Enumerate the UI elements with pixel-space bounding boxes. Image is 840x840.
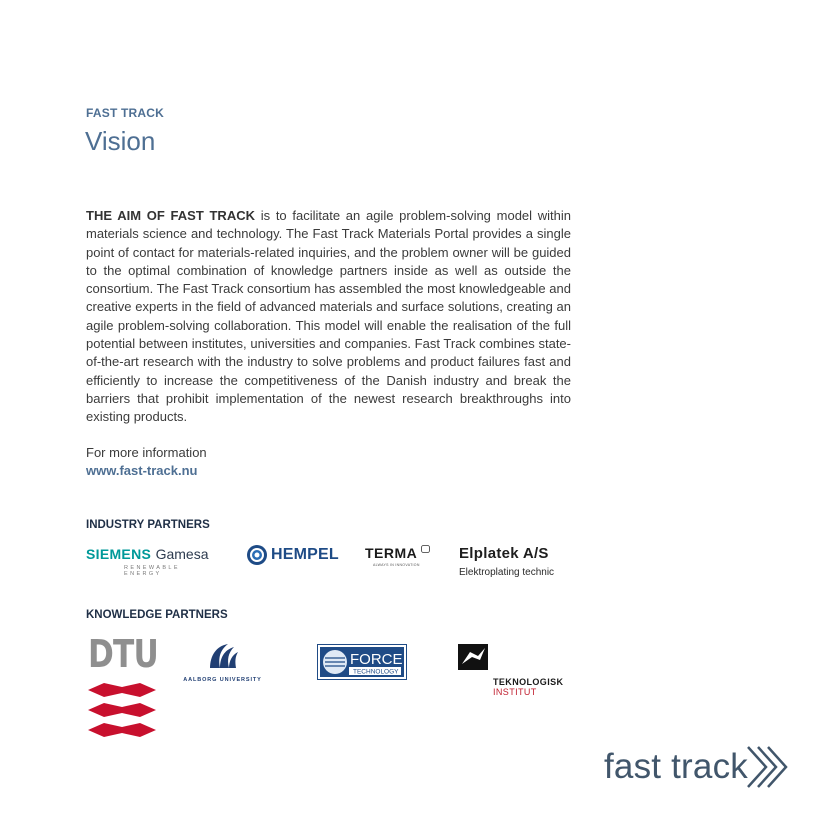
teknologisk-institut-logo bbox=[458, 644, 564, 697]
more-info-label: For more information bbox=[86, 445, 207, 460]
elplatek-tagline: Elektroplating technic bbox=[459, 567, 555, 578]
dtu-emblem-icon bbox=[88, 682, 156, 738]
elplatek-logo bbox=[459, 545, 554, 578]
industry-partners-heading: INDUSTRY PARTNERS bbox=[86, 519, 210, 531]
page-title: Vision bbox=[85, 126, 156, 156]
siemens-gamesa-logo bbox=[86, 546, 211, 576]
terma-wordmark: TERMA bbox=[365, 545, 418, 561]
technology-word: TECHNOLOGY bbox=[353, 668, 399, 676]
force-logo-graphic bbox=[317, 644, 407, 680]
hempel-wordmark: HEMPEL bbox=[271, 546, 339, 563]
siemens-subtitle: RENEWABLE ENERGY bbox=[124, 565, 180, 577]
dtu-logo bbox=[88, 634, 173, 738]
knowledge-partners-heading: KNOWLEDGE PARTNERS bbox=[86, 609, 228, 621]
aalborg-university-logo bbox=[180, 642, 265, 683]
chevron-arrows-icon bbox=[744, 743, 788, 791]
aau-emblem-icon bbox=[206, 642, 240, 670]
terma-tagline: ALWAYS IN INNOVATION bbox=[373, 563, 420, 567]
ti-emblem-icon bbox=[458, 644, 488, 670]
body-text: is to facilitate an agile problem-solving model within materials science and technology. The Fast Track Materials Portal provides a single point of contact for materials-related inquiries, and the problem owner will be guided to the optimal combination of knowledge partners inside as well as outside the consortium. The Fast Track consortium has assembled the most knowledgeable and creative experts in the field of advanced materials and surface solutions, creating an agile problem-solving collaboration. This model will enable the realisation of the full potential between institutes, universities and companies. Fast Track combines state-of-the-art research with the industry to solve problems and product failures fast and efficiently to increase the competitiveness of the Danish industry and break the barriers that prohibit implementation of the newest research breakthroughs into existing products. bbox=[86, 208, 571, 425]
fast-track-brand bbox=[604, 742, 788, 792]
hempel-logo bbox=[246, 543, 339, 567]
terma-mark-icon bbox=[421, 545, 430, 553]
gamesa-word: Gamesa bbox=[155, 546, 209, 562]
section-eyebrow: FAST TRACK bbox=[86, 106, 164, 120]
brand-wordmark: fast track bbox=[604, 747, 748, 786]
terma-logo bbox=[365, 545, 430, 567]
dtu-wordmark: DTU bbox=[88, 632, 158, 676]
ti-word-1: TEKNOLOGISK bbox=[493, 677, 564, 687]
website-link[interactable]: www.fast-track.nu bbox=[86, 463, 198, 478]
body-paragraph bbox=[86, 207, 571, 427]
elplatek-wordmark: Elplatek A/S bbox=[459, 545, 549, 562]
siemens-word: SIEMENS bbox=[86, 546, 152, 562]
hempel-emblem-icon bbox=[246, 544, 268, 566]
force-word: FORCE bbox=[350, 651, 403, 668]
ti-word-2: INSTITUT bbox=[493, 687, 537, 697]
aau-wordmark: AALBORG UNIVERSITY bbox=[183, 677, 262, 683]
body-lead: THE AIM OF FAST TRACK bbox=[86, 208, 255, 223]
force-technology-logo bbox=[317, 644, 407, 685]
